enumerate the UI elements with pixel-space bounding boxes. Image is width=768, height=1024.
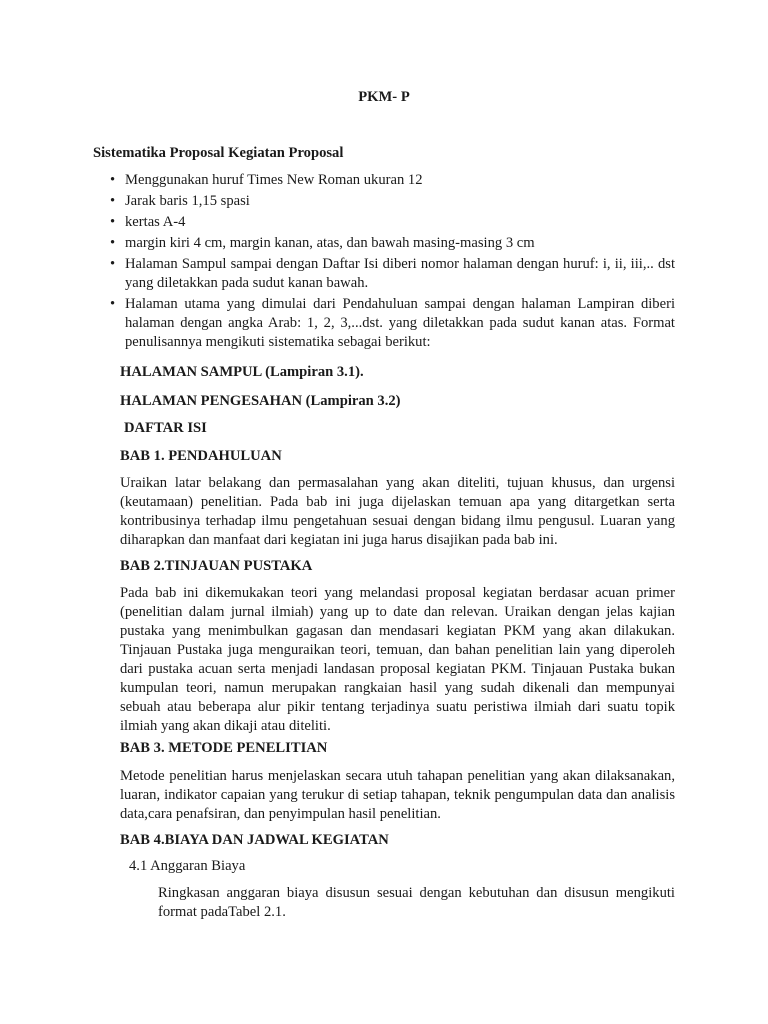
- heading-halaman-sampul: HALAMAN SAMPUL (Lampiran 3.1).: [120, 364, 364, 380]
- paragraph-4-1: Ringkasan anggaran biaya disusun sesuai dengan kebutuhan dan disusun mengikuti format padaTabel 2.1.: [158, 885, 675, 920]
- heading-bab1: BAB 1. PENDAHULUAN: [120, 448, 282, 464]
- bullet-icon: •: [110, 214, 116, 230]
- bullet-icon: •: [110, 193, 116, 209]
- paragraph-bab3: Metode penelitian harus menjelaskan secara utuh tahapan penelitian yang akan dilaksanakan, luaran, indikator capaian yang terukur di setiap tahapan, teknik pengumpulan data dan analisis data,cara penafsiran, dan penyimpulan hasil penelitian.: [120, 768, 675, 822]
- list-item: • Halaman utama yang dimulai dari Pendahuluan sampai dengan halaman Lampiran diberi halaman dengan angka Arab: 1, 2, 3,...dst. yang diletakkan pada sudut kanan atas. Format penulisannya mengikuti sistematika sebagai berikut:: [110, 296, 675, 350]
- bullet-icon: •: [110, 172, 116, 188]
- format-rules-list: [93, 171, 675, 354]
- list-item: • margin kiri 4 cm, margin kanan, atas, dan bawah masing-masing 3 cm: [110, 235, 535, 251]
- list-item: • Jarak baris 1,15 spasi: [110, 193, 250, 209]
- section-subtitle: Sistematika Proposal Kegiatan Proposal: [93, 145, 344, 161]
- heading-halaman-pengesahan: HALAMAN PENGESAHAN (Lampiran 3.2): [120, 393, 401, 409]
- heading-bab4: BAB 4.BIAYA DAN JADWAL KEGIATAN: [120, 832, 389, 848]
- bullet-icon: •: [110, 235, 116, 251]
- list-item: • kertas A-4: [110, 214, 186, 230]
- bullet-icon: •: [110, 296, 116, 312]
- list-item: • Menggunakan huruf Times New Roman ukuran 12: [110, 172, 423, 188]
- heading-4-1: 4.1 Anggaran Biaya: [129, 858, 246, 874]
- heading-daftar-isi: DAFTAR ISI: [124, 420, 207, 436]
- bullet-icon: •: [110, 256, 116, 272]
- paragraph-bab1: Uraikan latar belakang dan permasalahan yang akan diteliti, tujuan khusus, dan urgensi (keutamaan) penelitian. Pada bab ini juga dijelaskan temuan apa yang ditargetkan serta kontribusinya terhadap ilmu pengetahuan sesuai dengan bidang ilmu pengusul. Luaran yang diharapkan dan manfaat dari kegiatan ini juga harus disajikan pada bab ini.: [120, 475, 675, 548]
- heading-bab2: BAB 2.TINJAUAN PUSTAKA: [120, 558, 313, 574]
- paragraph-bab2: Pada bab ini dikemukakan teori yang melandasi proposal kegiatan berdasar acuan primer (penelitian dalam jurnal ilmiah) yang up to date dan relevan. Uraikan dengan jelas kajian pustaka yang menimbulkan gagasan dan mendasari kegiatan PKM yang akan dilakukan. Tinjauan Pustaka juga menguraikan teori, temuan, dan bahan penelitian lain yang diperoleh dari pustaka acuan serta menjadi landasan proposal kegiatan PKM. Tinjauan Pustaka bukan kumpulan teori, namun merupakan rangkaian hasil yang sudah dikenali dan mempunyai sebuah atau beberapa alur pikir tentang terjadinya suatu peristiwa ilmiah dari suatu topik ilmiah yang akan dikaji atau diteliti.: [120, 585, 675, 734]
- page-title: PKM- P: [358, 89, 410, 105]
- list-item: • Halaman Sampul sampai dengan Daftar Isi diberi nomor halaman dengan huruf: i, ii, iii,.. dst yang diletakkan pada sudut kanan bawah.: [110, 256, 675, 291]
- heading-bab3: BAB 3. METODE PENELITIAN: [120, 740, 328, 756]
